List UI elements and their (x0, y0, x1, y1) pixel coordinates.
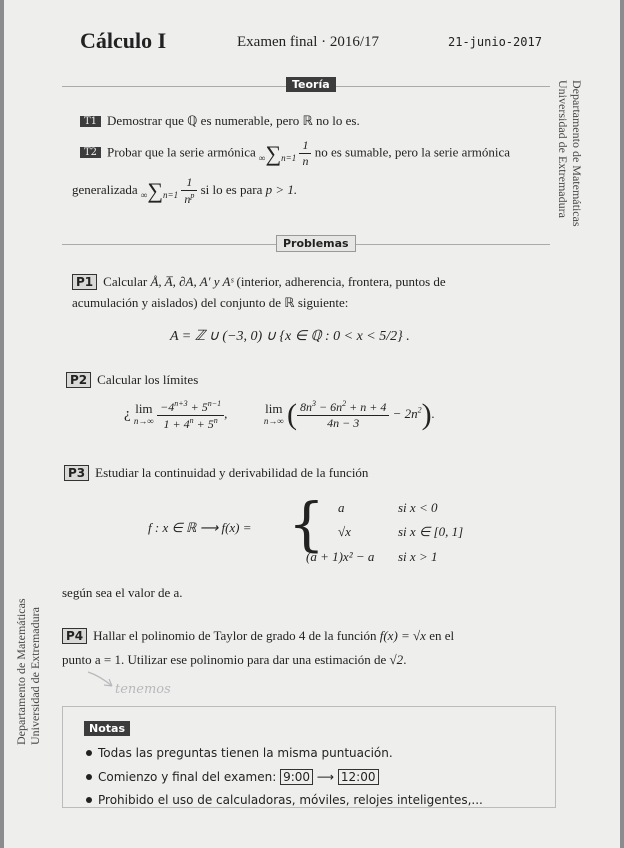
p3-fdef: f : x ∈ ℝ ⟶ f(x) = (148, 520, 252, 535)
theory-t2 (80, 138, 510, 169)
p4-period: . (403, 652, 407, 667)
p2-limits: ¿ lim n→∞ $\frac{-4^{n+3} + 5^{n-1}}{1 + 4^n + 5^n}$ , lim n→∞ ( $\frac{8n^3 - 6n^2 + n + 4}{4n - 3}$ − $2n^2$). (124, 398, 435, 431)
harmonic-sum: ∞∑n=1 (259, 140, 297, 166)
theory-t1 (80, 113, 360, 129)
case-cond-3: si x > 1 (398, 549, 438, 564)
side-right-line1: Departamento de Matemáticas (570, 80, 584, 227)
general-term: $\frac{1}{n^p}$ (181, 175, 197, 207)
lim-2: lim n→∞ (263, 401, 284, 426)
t2-text-c: generalizada (72, 181, 138, 197)
exam-title: Cálculo I (80, 28, 167, 53)
p3-after: según sea el valor de a. (62, 585, 183, 600)
pencil-arrow (86, 668, 118, 690)
p1-tag: P1 (72, 274, 97, 290)
bullet-icon (86, 750, 92, 756)
p4-line2: punto a = 1. Utilizar ese polinomio para dar una estimación de (62, 652, 387, 667)
problem-p2 (66, 372, 198, 388)
problem-p4-line1 (62, 628, 454, 644)
general-sum: ∞∑n=1 (140, 178, 179, 203)
section-notas: Notas (84, 721, 130, 736)
case-val-3: (a + 1)x² − a (306, 549, 375, 564)
t1-text: Demostrar que ℚ es numerable, pero ℝ no lo es. (107, 113, 360, 128)
section-problemas: Problemas (276, 235, 356, 252)
note-2-text: Comienzo y final del examen: (98, 770, 277, 784)
note-1 (86, 746, 393, 760)
t2-cond: p > 1. (265, 181, 298, 197)
note-3-text: Prohibido el uso de calculadoras, móviles, relojes inteligentes,... (98, 793, 483, 807)
p4-tag: P4 (62, 628, 87, 644)
case-cond-2: si x ∈ [0, 1] (398, 524, 464, 539)
problem-p1-line1 (72, 274, 446, 290)
start-time: 9:00 (280, 769, 313, 785)
side-left-line1: Departamento de Matemáticas (14, 598, 28, 745)
side-right-line2: Universidad de Extremadura (556, 80, 570, 218)
arrow-right-icon: ⟶ (316, 770, 335, 784)
section-teoria: Teoría (286, 77, 336, 92)
end-time: 12:00 (338, 769, 379, 785)
p4-sqrt: √2 (389, 652, 404, 667)
exam-subtitle: Examen final · 2016/17 (237, 34, 380, 50)
problem-p1-line2: acumulación y aislados) del conjunto de ℝ siguiente: (72, 295, 349, 310)
t2-text-a: Probar que la serie armónica (107, 144, 256, 160)
note-2 (86, 770, 379, 784)
handwritten-note: tenemos (115, 682, 171, 697)
harmonic-term: $\frac{1}{n}$ (299, 138, 311, 169)
case-cond-1: si x < 0 (398, 500, 438, 515)
p1-text-b: (interior, adherencia, frontera, puntos de (236, 274, 446, 289)
p3-brace: { (288, 490, 325, 558)
p4-func: f(x) = √x (379, 628, 426, 643)
p1-formula: A = ℤ ∪ (−3, 0) ∪ {x ∈ ℚ : 0 < x < 5/2} . (170, 329, 410, 344)
p4-line1-end: en el (429, 628, 455, 643)
p2-tag: P2 (66, 372, 91, 388)
t2-text-d: si lo es para (200, 181, 263, 197)
p4-line1: Hallar el polinomio de Taylor de grado 4 de la función (93, 628, 377, 643)
exam-date: 21-junio-2017 (448, 35, 542, 49)
side-text-right (556, 80, 584, 260)
side-text-left (14, 545, 42, 745)
note-1-text: Todas las preguntas tienen la misma puntuación. (98, 746, 393, 760)
t2-tag: T2 (80, 147, 101, 158)
bullet-icon (86, 797, 92, 803)
note-3 (86, 793, 483, 807)
p2-text: Calcular los límites (97, 372, 199, 387)
lim-1: lim n→∞ (133, 401, 154, 426)
side-left-line2: Universidad de Extremadura (28, 607, 42, 745)
p1-text-a: Calcular (103, 274, 148, 289)
problem-p4-line2 (62, 652, 406, 668)
limit-1-fraction: $\frac{-4^{n+3} + 5^{n-1}}{1 + 4^n + 5^n}$ (157, 399, 224, 432)
case-val-1: a (338, 500, 345, 515)
t2-text-b: no es sumable, pero la serie armónica (314, 144, 510, 160)
p1-sets: Å, A̅, ∂A, A′ y Aˢ (150, 274, 234, 289)
case-val-2: √x (338, 524, 351, 539)
limit-2-fraction: $\frac{8n^3 - 6n^2 + n + 4}{4n - 3}$ (297, 399, 389, 431)
p3-tag: P3 (64, 465, 89, 481)
p3-text: Estudiar la continuidad y derivabilidad de la función (95, 465, 369, 480)
theory-t2-cont (72, 175, 297, 207)
problem-p3 (64, 465, 368, 481)
t1-tag: T1 (80, 116, 101, 127)
bullet-icon (86, 774, 92, 780)
